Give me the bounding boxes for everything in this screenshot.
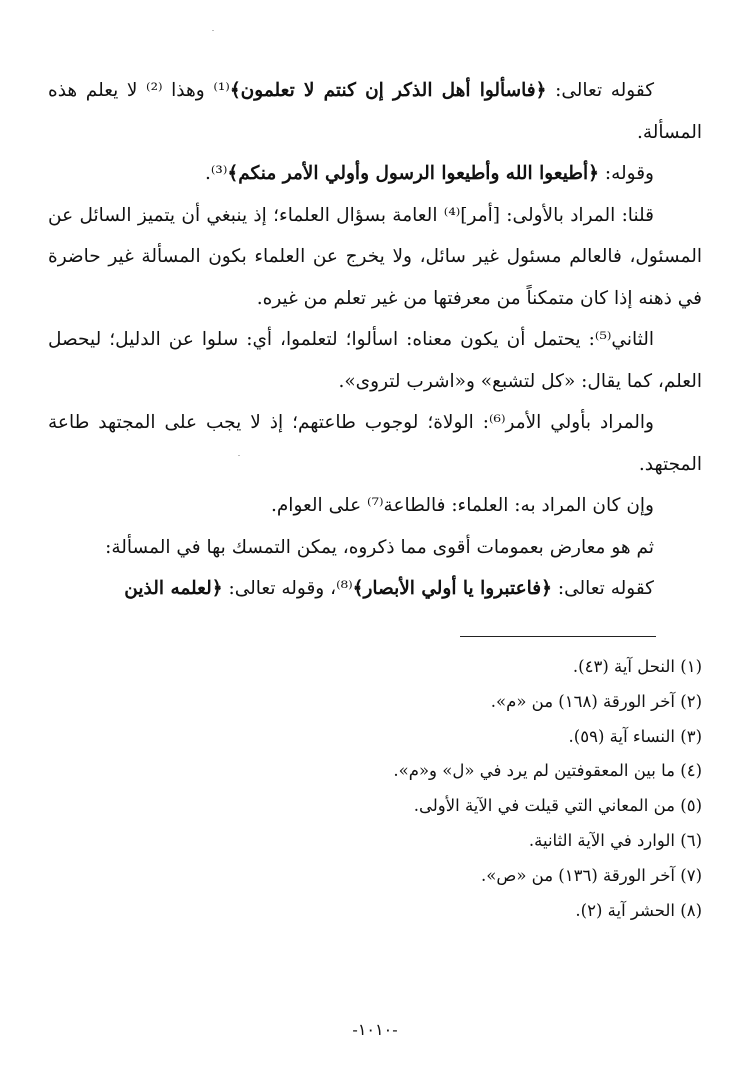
quran-quote: ﴿فاعتبروا يا أولي الأبصار﴾ — [352, 578, 552, 599]
quran-quote: ﴿لعلمه الذين — [124, 578, 223, 599]
paragraph-2: وقوله: ﴿أطيعوا الله وأطيعوا الرسول وأولي الأمر منكم﴾⁽³⁾. — [204, 163, 654, 184]
footnote: (١) النحل آية (٤٣). — [572, 657, 702, 676]
page-number: -١٠١٠- — [352, 1020, 398, 1039]
scan-speck — [238, 455, 240, 456]
footnote: (٣) النساء آية (٥٩). — [568, 726, 702, 746]
footnote: (٢) آخر الورقة (١٦٨) من «م». — [490, 691, 702, 711]
paragraph-3: قلنا: المراد بالأولى: [أمر]⁽⁴⁾ العامة بسؤال العلماء؛ إذ ينبغي أن يتميز السائل عن المسئول، فالعالم مسئول غير سائل، ولا يخرج عن العلماء بكون المسألة غير حاضرة في ذهنه إذا كان متمكناً من معرفتها من غير تعلم من غيره. — [48, 204, 702, 309]
footnotes — [48, 650, 702, 928]
footnote: (٥) من المعاني التي قيلت في الآية الأولى. — [413, 796, 702, 816]
quran-quote: ﴿فاسألوا أهل الذكر إن كنتم لا تعلمون﴾ — [229, 80, 547, 101]
footnote: (٨) الحشر آية (٢). — [575, 900, 702, 920]
footnote: (٧) آخر الورقة (١٣٦) من «ص». — [481, 865, 702, 885]
footnote: (٤) ما بين المعقوفتين لم يرد في «ل» و«م». — [393, 761, 702, 781]
paragraph-4: الثاني⁽⁵⁾: يحتمل أن يكون معناه: اسألوا؛ لتعلموا، أي: سلوا عن الدليل؛ ليحصل العلم، كما يقال: «كل لتشبع» و«اشرب لتروى». — [48, 329, 702, 392]
footnote: (٦) الوارد في الآية الثانية. — [528, 830, 702, 850]
paragraph-5: والمراد بأولي الأمر⁽⁶⁾: الولاة؛ لوجوب طاعتهم؛ إذ لا يجب على المجتهد طاعة المجتهد. — [48, 412, 702, 475]
paragraph-6: وإن كان المراد به: العلماء: فالطاعة⁽⁷⁾ على العوام. — [270, 495, 654, 516]
paragraph-7: ثم هو معارض بعمومات أقوى مما ذكروه، يمكن التمسك بها في المسألة: — [105, 536, 654, 558]
paragraph-8: كقوله تعالى: ﴿فاعتبروا يا أولي الأبصار﴾⁽⁸⁾، وقوله تعالى: ﴿لعلمه الذين — [124, 578, 654, 599]
quran-quote: ﴿أطيعوا الله وأطيعوا الرسول وأولي الأمر منكم﴾ — [227, 163, 599, 184]
main-text — [48, 70, 702, 610]
scan-speck — [212, 30, 214, 31]
paragraph-1: كقوله تعالى: ﴿فاسألوا أهل الذكر إن كنتم لا تعلمون﴾⁽¹⁾ وهذا ⁽²⁾ لا يعلم هذه المسألة. — [48, 80, 702, 143]
footnote-divider — [460, 636, 656, 637]
